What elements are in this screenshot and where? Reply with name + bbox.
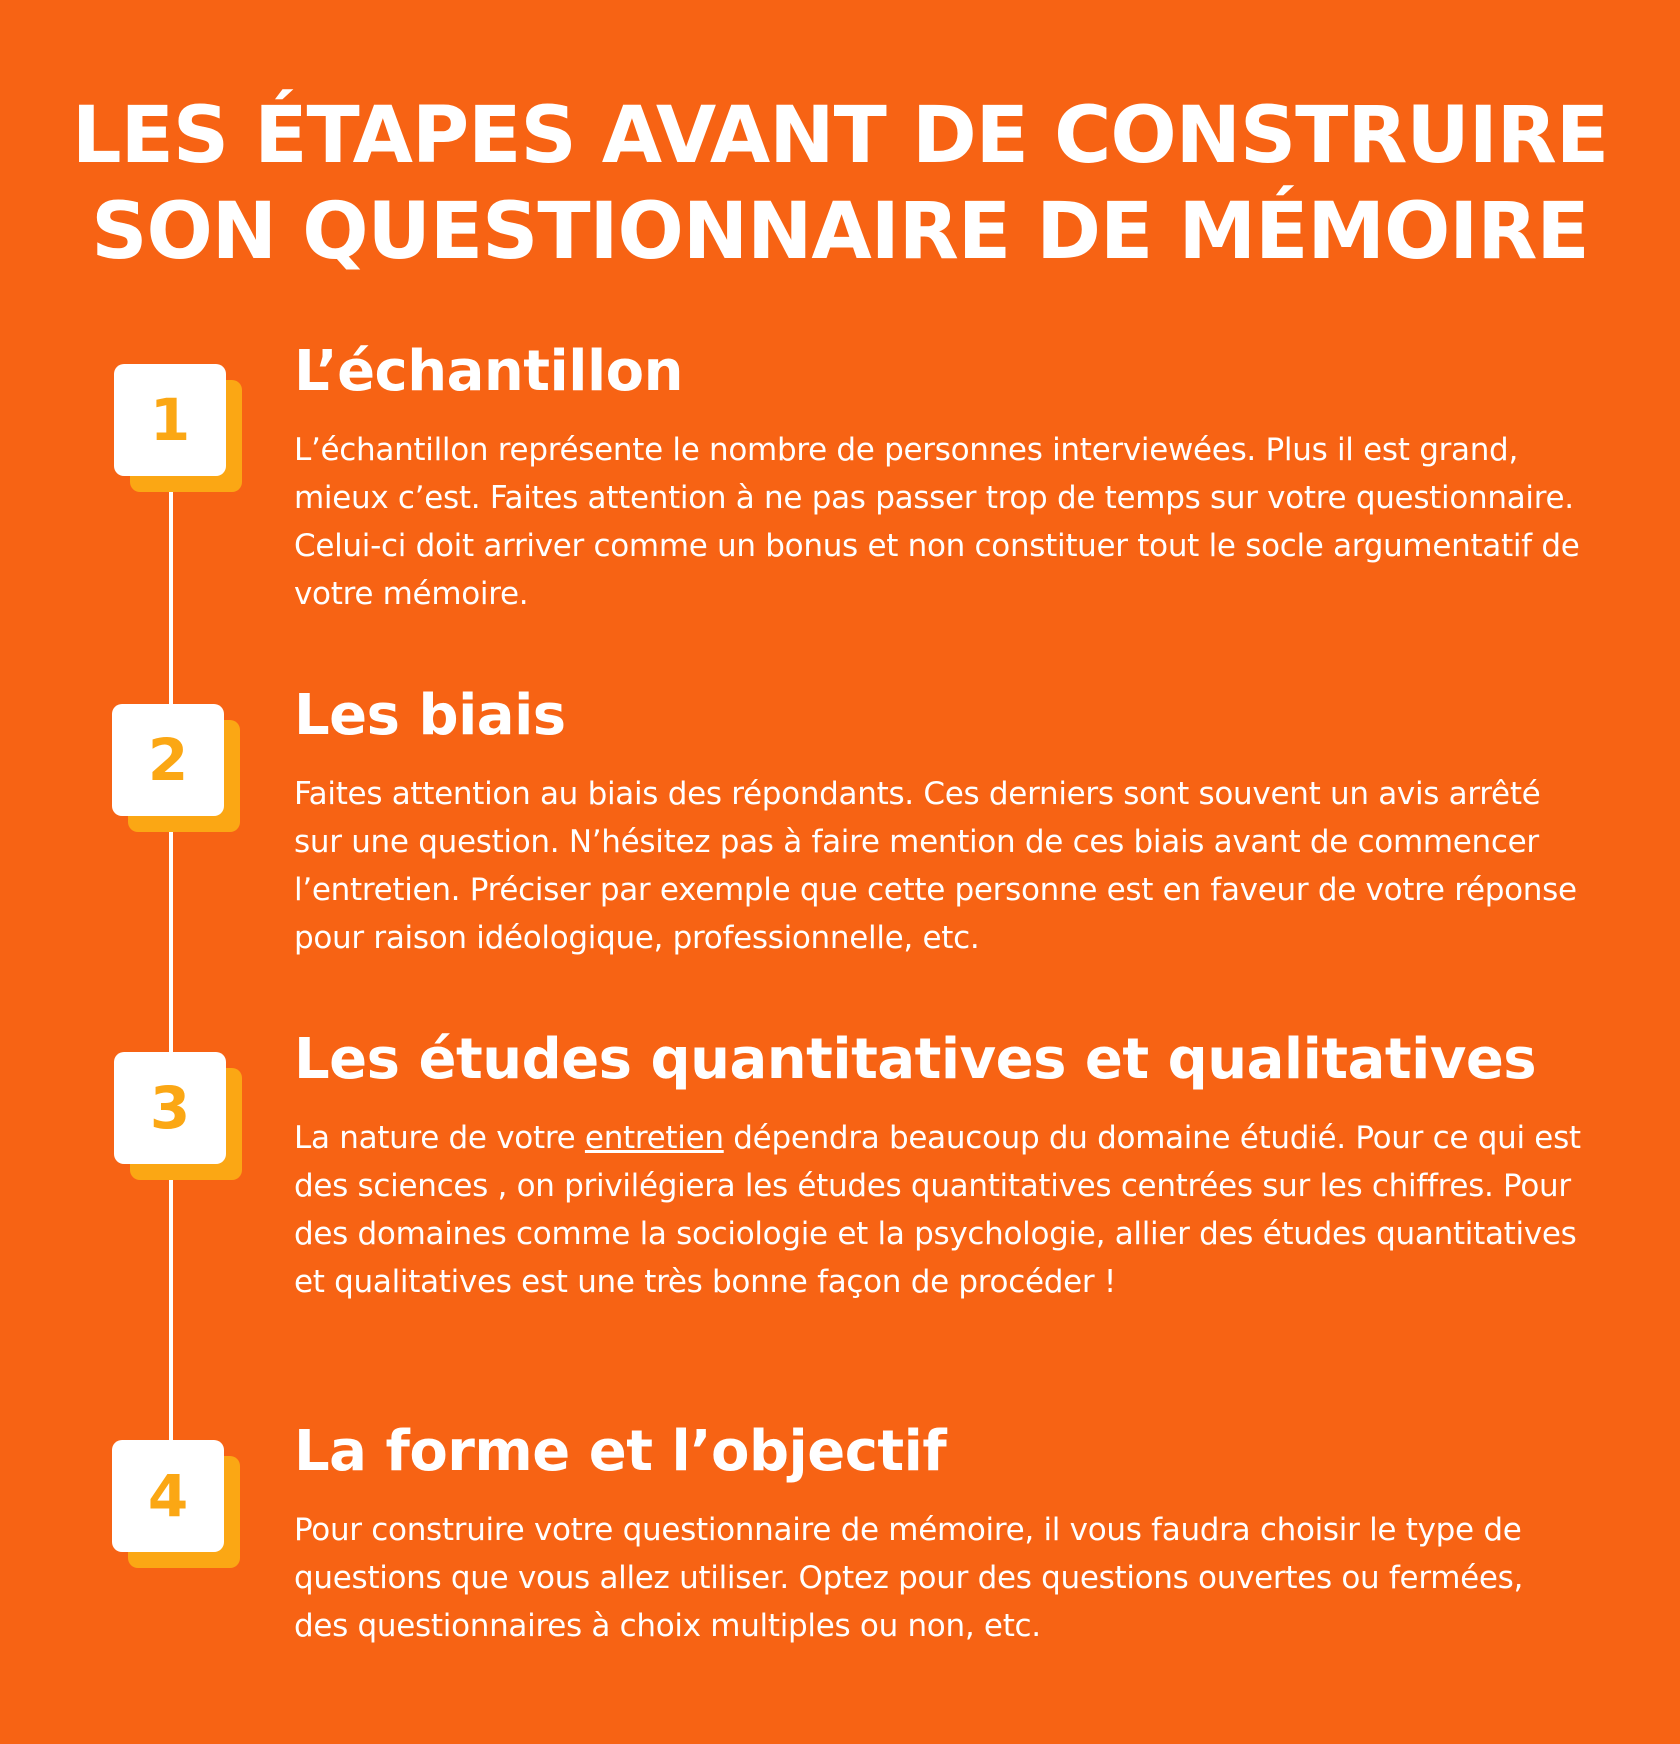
step-description xyxy=(294,1114,1584,1306)
step-badge-1 xyxy=(114,364,244,494)
step-3 xyxy=(294,1024,1584,1306)
step-2 xyxy=(294,680,1584,962)
step-number: 2 xyxy=(112,704,224,816)
step-heading: Les études quantitatives et qualitatives xyxy=(294,1027,1537,1092)
timeline-line xyxy=(169,470,173,1450)
step-description: L’échantillon représente le nombre de personnes interviewées. Plus il est grand, mieux c’est. Faites attention à ne pas passer trop de temps sur votre questionnaire. Celui-ci doit arriver comme un bonus et non constituer tout le socle argumentatif de votre mémoire. xyxy=(294,432,1580,612)
step-heading: L’échantillon xyxy=(294,339,683,404)
step-description: Faites attention au biais des répondants. Ces derniers sont souvent un avis arrêté sur une question. N’hésitez pas à faire mention de ces biais avant de commencer l’entretien. Préciser par exemple que cette personne est en faveur de votre réponse pour raison idéologique, professionnelle, etc. xyxy=(294,776,1577,956)
step-badge-2 xyxy=(112,704,242,834)
title-line-1: LES ÉTAPES AVANT DE CONSTRUIRE xyxy=(71,91,1609,181)
title-line-2: SON QUESTIONNAIRE DE MÉMOIRE xyxy=(91,187,1589,277)
step-badge-4 xyxy=(112,1440,242,1570)
step-heading: Les biais xyxy=(294,683,566,748)
step-number: 3 xyxy=(114,1052,226,1164)
step-heading: La forme et l’objectif xyxy=(294,1419,947,1484)
step-1 xyxy=(294,336,1584,618)
step-badge-3 xyxy=(114,1052,244,1182)
step-text-before-link: La nature de votre xyxy=(294,1120,585,1156)
page-title xyxy=(0,88,1680,280)
entretien-link[interactable]: entretien xyxy=(584,1120,724,1156)
step-number: 4 xyxy=(112,1440,224,1552)
step-4 xyxy=(294,1416,1584,1650)
step-text-after-link: dépendra beaucoup du domaine étudié. Pour ce qui est des sciences , on privilégiera les études quantitatives centrées sur les chiffres. Pour des domaines comme la sociologie et la psychologie, allier des études quantitatives et qualitatives est une très bonne façon de procéder ! xyxy=(294,1120,1581,1300)
step-description: Pour construire votre questionnaire de mémoire, il vous faudra choisir le type de questions que vous allez utiliser. Optez pour des questions ouvertes ou fermées, des questionnaires à choix multiples ou non, etc. xyxy=(294,1512,1524,1644)
step-number: 1 xyxy=(114,364,226,476)
